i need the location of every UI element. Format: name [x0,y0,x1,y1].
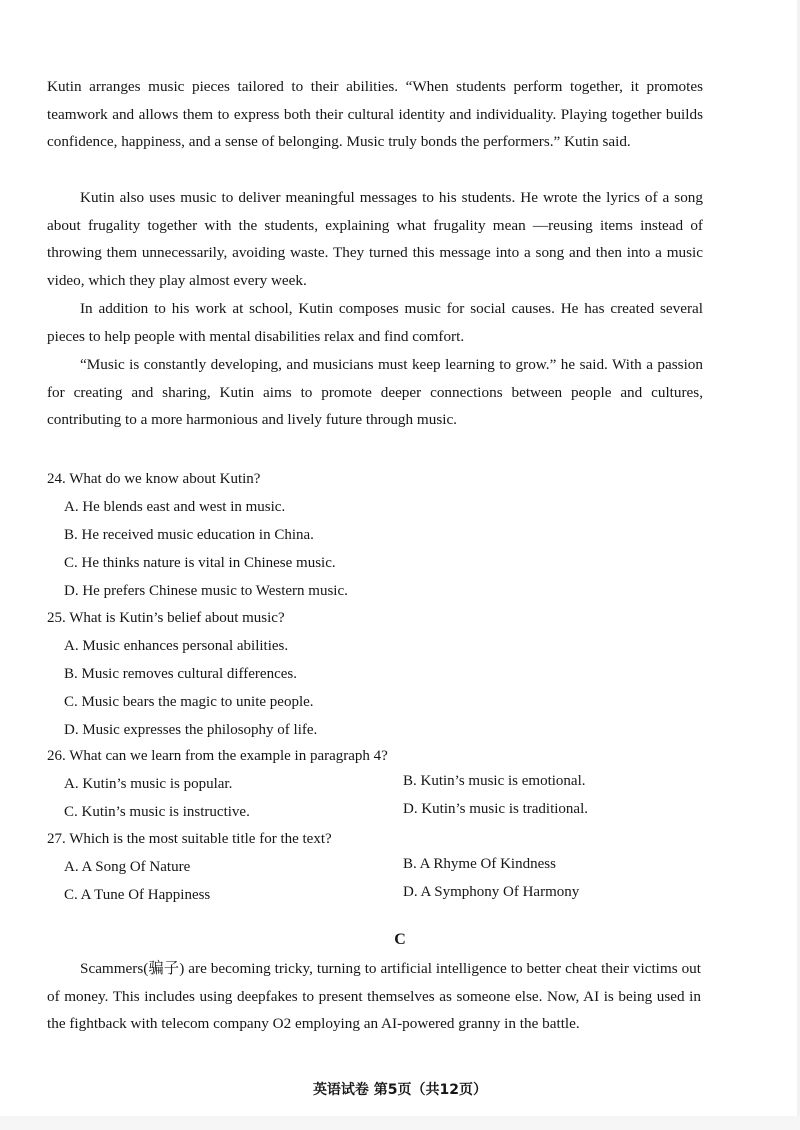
question-26-option-b[interactable]: B. Kutin’s music is emotional. [403,773,586,789]
paragraph-scammers: Scammers(骗子) are becoming tricky, turning to artificial intelligence to better cheat their victims out of money. This includes using deepfakes to present themselves as someone else. Now, AI is being used in the fightback with telecom company O2 employing an AI-powered granny in the battle. [47,960,701,1033]
question-26-option-c[interactable]: C. Kutin’s music is instructive. [64,804,250,820]
question-26-stem: 26. What can we learn from the example in paragraph 4? [47,748,388,764]
question-27-option-a[interactable]: A. A Song Of Nature [64,859,191,875]
question-24-stem: 24. What do we know about Kutin? [47,471,261,487]
question-24-option-a[interactable]: A. He blends east and west in music. [64,499,286,515]
paragraph-music-developing: “Music is constantly developing, and musicians must keep learning to grow.” he said. With a passion for creating and sharing, Kutin aims to promote deeper connections between people and cultures, contributing to a more harmonious and lively future through music. [47,356,703,429]
question-25-option-c[interactable]: C. Music bears the magic to unite people. [64,694,314,710]
question-24-option-b[interactable]: B. He received music education in China. [64,527,314,543]
paragraph-frugality-song: Kutin also uses music to deliver meaningful messages to his students. He wrote the lyrics of a song about frugality together with the students, explaining what frugality mean —reusing items instead of throwing them unnecessarily, avoiding waste. They turned this message into a song and then into a music video, which they play almost every week. [47,189,703,289]
question-24-option-c[interactable]: C. He thinks nature is vital in Chinese music. [64,555,336,571]
question-25-option-b[interactable]: B. Music removes cultural differences. [64,666,297,682]
page-footer: 英语试卷 第5页（共12页） [312,1082,488,1098]
question-25-stem: 25. What is Kutin’s belief about music? [47,610,285,626]
question-27-option-b[interactable]: B. A Rhyme Of Kindness [403,856,556,872]
question-27-stem: 27. Which is the most suitable title for the text? [47,831,332,847]
question-27-option-d[interactable]: D. A Symphony Of Harmony [403,884,580,900]
question-25-option-a[interactable]: A. Music enhances personal abilities. [64,638,289,654]
question-24-option-d[interactable]: D. He prefers Chinese music to Western music. [64,583,348,599]
paragraph-teamwork: Kutin arranges music pieces tailored to their abilities. “When students perform together, it promotes teamwork and allows them to express both their cultural identity and individuality. Playing together builds confidence, happiness, and a sense of belonging. Music truly bonds the performers.” Kutin said. [47,78,703,151]
question-26-option-d[interactable]: D. Kutin’s music is traditional. [403,801,588,817]
paragraph-social-causes: In addition to his work at school, Kutin composes music for social causes. He has created several pieces to help people with mental disabilities relax and find comfort. [47,300,703,345]
question-25-option-d[interactable]: D. Music expresses the philosophy of life. [64,722,318,738]
question-26-option-a[interactable]: A. Kutin’s music is popular. [64,776,233,792]
section-c-heading: C [394,931,406,948]
scan-edge-bottom [0,1116,800,1130]
question-27-option-c[interactable]: C. A Tune Of Happiness [64,887,211,903]
